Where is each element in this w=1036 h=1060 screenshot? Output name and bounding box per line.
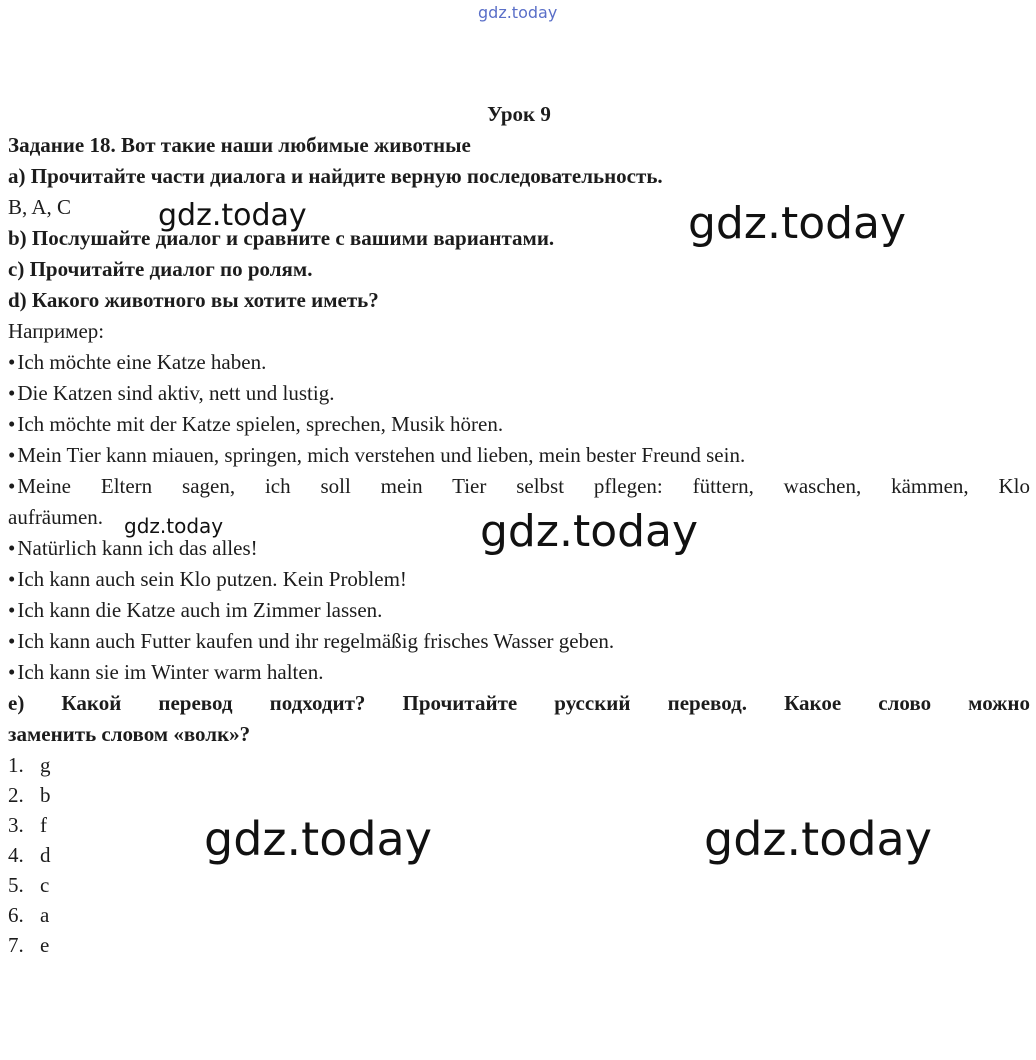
task-part-e: е) Какой перевод подходит? Прочитайте русский перевод. Какое слово можно <box>8 691 1030 715</box>
list-item: • Die Katzen sind aktiv, nett und lustig. <box>8 378 1030 409</box>
list-item-continuation: aufräumen. <box>8 505 104 529</box>
answer-row <box>8 900 1030 930</box>
answer-value: a <box>40 903 50 927</box>
watermark: gdz.today <box>204 812 432 866</box>
document-body <box>8 98 1030 960</box>
answer-row <box>8 750 1030 780</box>
watermark: gdz.today <box>688 198 907 249</box>
answer-value: c <box>40 873 50 897</box>
task-part-a: а) Прочитайте части диалога и найдите верную последовательность. <box>8 164 663 188</box>
watermark: gdz.today <box>480 506 699 557</box>
answer-row <box>8 870 1030 900</box>
answer-number: 1. <box>8 753 24 777</box>
task-part-e-cont: заменить словом «волк»? <box>8 722 251 746</box>
list-item: • Ich möchte eine Katze haben. <box>8 347 1030 378</box>
answer-value: d <box>40 843 51 867</box>
watermark: gdz.today <box>704 812 932 866</box>
answer-value: b <box>40 783 51 807</box>
answer-number: 4. <box>8 843 24 867</box>
answer-number: 7. <box>8 933 24 957</box>
watermark: gdz.today <box>158 198 307 233</box>
watermark-top: gdz.today <box>478 3 558 22</box>
answer-a: B, A, C <box>8 195 72 219</box>
answer-row <box>8 840 1030 870</box>
task-part-c: c) Прочитайте диалог по ролям. <box>8 257 313 281</box>
task-part-d: d) Какого животного вы хотите иметь? <box>8 288 379 312</box>
answer-number: 2. <box>8 783 24 807</box>
list-item: • Mein Tier kann miauen, springen, mich verstehen und lieben, mein bester Freund sein. <box>8 440 1030 471</box>
example-label: Например: <box>8 319 105 343</box>
answer-row <box>8 810 1030 840</box>
list-item: • Meine Eltern sagen, ich soll mein Tier selbst pflegen: füttern, waschen, kämmen, Klo <box>8 471 1030 502</box>
list-item: • Natürlich kann ich das alles! <box>8 533 1030 564</box>
answer-number: 6. <box>8 903 24 927</box>
answer-value: f <box>40 813 47 837</box>
answer-number: 3. <box>8 813 24 837</box>
answer-row <box>8 930 1030 960</box>
answer-row <box>8 780 1030 810</box>
list-item: • Ich kann auch sein Klo putzen. Kein Problem! <box>8 564 1030 595</box>
lesson-title: Урок 9 <box>487 102 551 126</box>
list-item: • Ich kann auch Futter kaufen und ihr regelmäßig frisches Wasser geben. <box>8 626 1030 657</box>
answer-value: g <box>40 753 51 777</box>
list-item: • Ich kann die Katze auch im Zimmer lassen. <box>8 595 1030 626</box>
answer-number: 5. <box>8 873 24 897</box>
list-item: • Ich möchte mit der Katze spielen, sprechen, Musik hören. <box>8 409 1030 440</box>
answer-value: e <box>40 933 50 957</box>
list-item: • Ich kann sie im Winter warm halten. <box>8 657 1030 688</box>
task-part-b: b) Послушайте диалог и сравните с вашими вариантами. <box>8 226 555 250</box>
task-heading: Задание 18. Вот такие наши любимые животные <box>8 133 471 157</box>
watermark: gdz.today <box>124 514 224 538</box>
